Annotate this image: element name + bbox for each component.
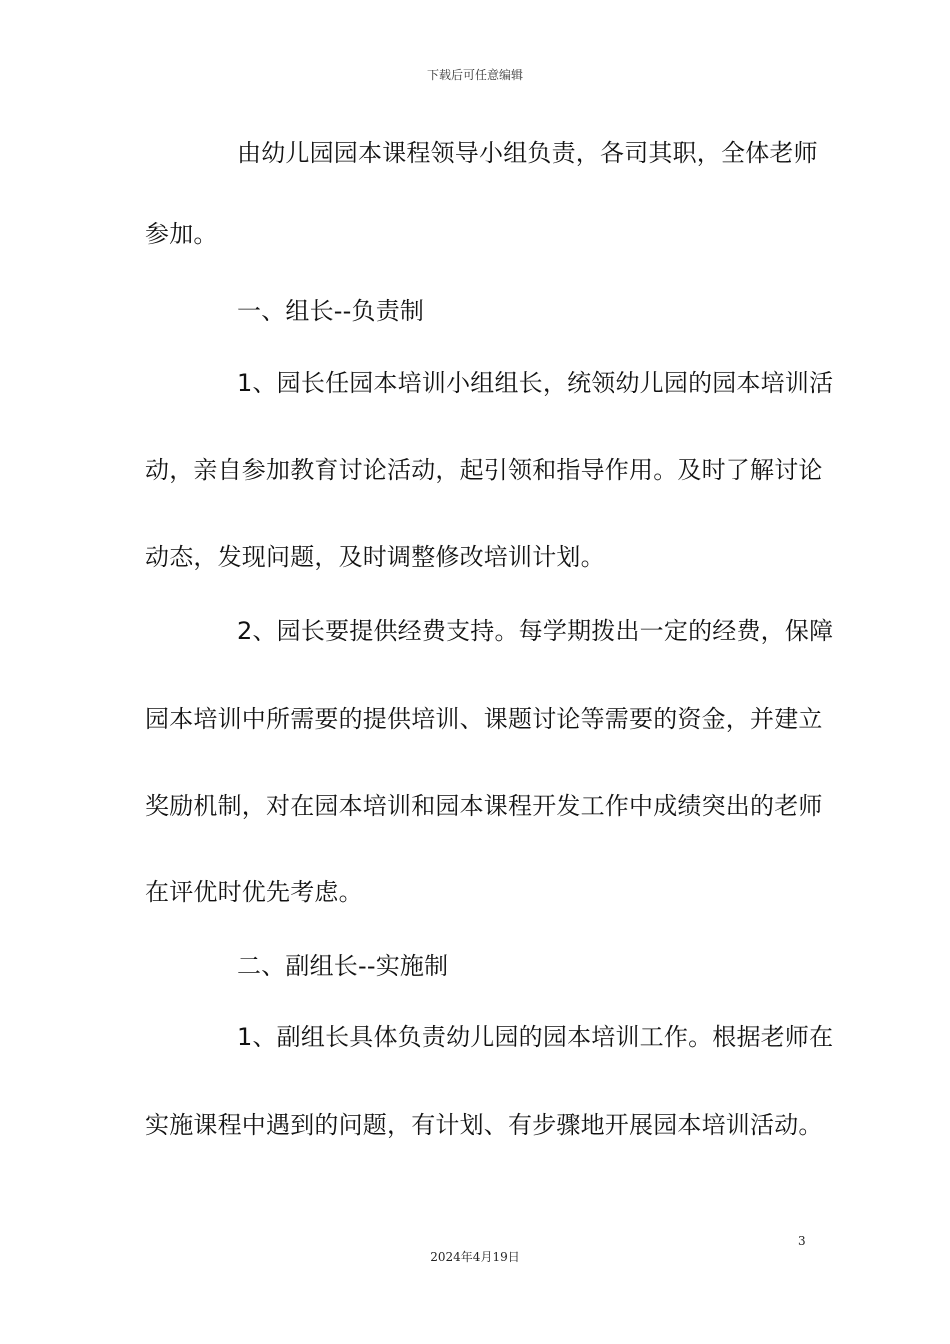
footer-date: 2024年4月19日 bbox=[430, 1250, 520, 1264]
section-heading: 一、组长--负责制 bbox=[237, 297, 425, 325]
paragraph-line: 动态，发现问题，及时调整修改培训计划。 bbox=[145, 543, 605, 571]
paragraph-line: 1、园长任园本培训小组组长，统领幼儿园的园本培训活 bbox=[237, 369, 834, 397]
paragraph-line: 1、副组长具体负责幼儿园的园本培训工作。根据老师在 bbox=[237, 1023, 834, 1051]
paragraph-line: 2、园长要提供经费支持。每学期拨出一定的经费，保障 bbox=[237, 617, 834, 645]
paragraph-line: 在评优时优先考虑。 bbox=[145, 878, 363, 906]
page-header: 下载后可任意编辑 bbox=[426, 68, 523, 82]
paragraph-line: 动，亲自参加教育讨论活动，起引领和指导作用。及时了解讨论 bbox=[145, 456, 823, 484]
page-number: 3 bbox=[798, 1234, 806, 1248]
paragraph-line: 园本培训中所需要的提供培训、课题讨论等需要的资金，并建立 bbox=[145, 705, 823, 733]
paragraph-line: 参加。 bbox=[145, 220, 218, 248]
section-heading: 二、副组长--实施制 bbox=[237, 952, 449, 980]
paragraph-line: 奖励机制，对在园本培训和园本课程开发工作中成绩突出的老师 bbox=[145, 792, 823, 820]
paragraph-line: 实施课程中遇到的问题，有计划、有步骤地开展园本培训活动。 bbox=[145, 1111, 823, 1139]
paragraph-line: 由幼儿园园本课程领导小组负责，各司其职，全体老师 bbox=[237, 139, 818, 167]
